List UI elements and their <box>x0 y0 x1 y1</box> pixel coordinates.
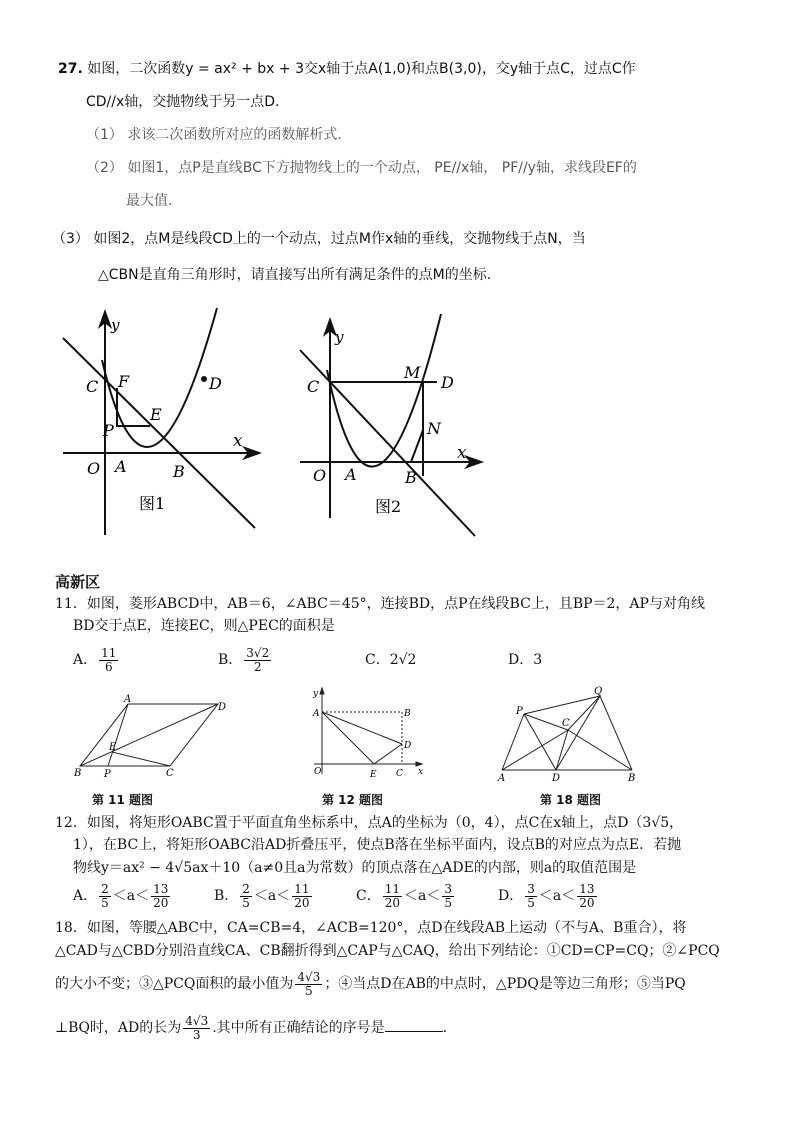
q12-option-c-num2: 3 <box>444 881 452 896</box>
figure-2 <box>295 318 495 528</box>
q12-option-c-num1: 11 <box>384 881 400 896</box>
fig18-segment-pd <box>524 714 556 770</box>
q27-line2: CD//x轴，交抛物线于另一点D. <box>86 94 280 110</box>
q12-option-b-num1: 2 <box>242 881 250 896</box>
fig1-label-e: E <box>150 405 162 424</box>
q12-option-d-mid: ＜a＜ <box>538 888 576 904</box>
q12-option-b-den2: 20 <box>294 895 310 910</box>
q27-part3b: △CBN是直角三角形时，请直接写出所有满足条件的点M的坐标. <box>98 267 492 283</box>
fig18-segment-ap <box>502 714 524 770</box>
fig11-label-a: A <box>124 694 132 705</box>
fig12-segment-de <box>374 744 402 764</box>
q12-option-a-den1: 5 <box>101 895 109 910</box>
fig2-label-d: D <box>441 373 454 392</box>
q27-part2b: 最大值. <box>126 193 173 209</box>
fig18-label-c: C <box>562 718 570 729</box>
q18-line3-end: ；④当点D在AB的中点时，△PDQ是等边三角形；⑤当PQ <box>324 976 686 992</box>
q12-option-d <box>498 878 599 914</box>
fig1-label-f: F <box>118 372 130 391</box>
q18-line3-den: 5 <box>305 983 313 998</box>
q12-option-c-label: C． <box>356 888 381 904</box>
fig18-label-a: A <box>498 773 506 784</box>
q27-part1: （1） 求该二次函数所对应的函数解析式. <box>86 127 342 143</box>
fig18-label-d: D <box>552 773 561 784</box>
fig2-caption: 图2 <box>375 497 402 516</box>
q18-line3-num: 4√3 <box>297 969 321 984</box>
q27-stem: 如图，二次函数y = ax² + bx + 3交x轴于点A(1,0)和点B(3,0)，交y轴于点C，过点C作 <box>87 61 636 77</box>
q12-option-b <box>214 878 314 914</box>
q18-line4-num: 4√3 <box>185 1013 209 1028</box>
q11-option-b-label: B． <box>218 652 243 668</box>
q18-line2: △CAD与△CBD分别沿直线CA、CB翻折得到△CAP与△CAQ，给出下列结论：①CD=CP=CQ；②∠PCQ <box>55 943 720 959</box>
fig1-label-y: y <box>111 316 120 334</box>
q12-option-a-num1: 2 <box>101 881 109 896</box>
fig11-label-e: E <box>109 742 117 753</box>
q18-line4-end: .其中所有正确结论的序号是 <box>212 1020 385 1036</box>
q11-option-d: D．3 <box>508 652 543 668</box>
fig2-label-m: M <box>404 363 421 382</box>
q11-option-a-den: 6 <box>104 659 113 674</box>
q11-option-c: C．2√2 <box>365 652 417 668</box>
fig11-caption: 第 11 题图 <box>92 793 154 807</box>
fig11-label-c: C <box>166 768 174 779</box>
fig12-segment-ae <box>322 712 374 764</box>
q27-line1 <box>58 59 636 79</box>
q18-line1: 18．如图，等腰△ABC中，CA=CB=4，∠ACB=120°，点D在线段AB上运动（不与A、B重合），将 <box>55 920 687 936</box>
fig1-label-d: D <box>209 374 222 393</box>
q12-option-b-mid: ＜a＜ <box>253 888 291 904</box>
fig11-segment-ap <box>108 704 128 766</box>
q18-line4-den: 3 <box>192 1027 201 1042</box>
fig11-segment-ec <box>112 752 170 766</box>
q11-option-a-label: A． <box>73 652 98 668</box>
q12-line1: 12．如图，将矩形OABC置于平面直角坐标系中，点A的坐标为（0，4），点C在x轴上，点D（3√5， <box>55 815 684 831</box>
q27-part3a: （3） 如图2，点M是线段CD上的一个动点，过点M作x轴的垂线，交抛物线于点N，当 <box>52 231 586 247</box>
fig18-label-q: Q <box>594 686 603 697</box>
q11-option-a <box>73 643 120 677</box>
q18-answer-blank[interactable] <box>385 1019 443 1032</box>
fig2-label-y: y <box>335 328 344 346</box>
figure-q18 <box>494 684 644 784</box>
fig12-label-x: x <box>418 767 424 777</box>
fig18-segment-cb <box>568 730 632 770</box>
fig18-caption: 第 18 题图 <box>540 793 602 807</box>
fig11-label-d: D <box>218 702 227 713</box>
q12-option-b-label: B． <box>214 888 239 904</box>
q11-option-b-den: 2 <box>253 659 262 674</box>
q12-line3: 物线y＝ax² − 4√5ax＋10（a≠0且a为常数）的顶点落在△ADE的内部，则a的取值范围是 <box>73 860 637 876</box>
fig1-label-a: A <box>115 457 127 476</box>
fig12-segment-ad <box>322 712 402 744</box>
q12-option-d-den1: 5 <box>527 895 535 910</box>
fig12-label-c: C <box>396 769 403 779</box>
fig18-label-b: B <box>628 773 636 784</box>
q12-option-b-den1: 5 <box>242 895 250 910</box>
q12-option-c-mid: ＜a＜ <box>404 888 441 904</box>
figure-q11 <box>72 694 232 786</box>
fig1-caption: 图1 <box>139 494 166 513</box>
fig1-point-d <box>201 376 207 382</box>
fig2-label-x: x <box>457 443 467 463</box>
fig1-label-x: x <box>233 431 243 451</box>
fig12-y-arrow <box>320 688 324 694</box>
q12-line2: 1），在BC上，将矩形OABC沿AD折叠压平，使点B落在坐标平面内，设点B的对应点为点E．若抛 <box>73 837 682 853</box>
q18-line3-start: 的大小不变；③△PCQ面积的最小值为 <box>55 976 294 992</box>
fig12-label-o: O <box>314 767 322 777</box>
fig18-segment-pq <box>524 696 600 714</box>
q11-option-a-num: 11 <box>101 645 117 660</box>
q12-option-a-num2: 13 <box>153 881 169 896</box>
q11-option-b-num: 3√2 <box>246 645 270 660</box>
fig18-segment-cq <box>568 696 600 730</box>
fig2-label-o: O <box>313 466 327 485</box>
fig1-label-c: C <box>86 377 99 396</box>
q12-option-a <box>73 878 172 914</box>
q12-option-c-den2: 5 <box>444 895 452 910</box>
district-heading: 高新区 <box>55 573 101 591</box>
figure-1 <box>55 310 265 540</box>
fig11-diagonal-bd <box>80 704 218 766</box>
q12-option-c-den1: 20 <box>384 895 400 910</box>
q12-option-d-label: D． <box>498 888 524 904</box>
fig2-segment-bn <box>411 430 423 462</box>
q12-option-d-num2: 13 <box>579 881 595 896</box>
q12-option-c <box>356 878 456 914</box>
fig1-label-p: P <box>103 421 114 440</box>
figure-q12 <box>310 686 430 782</box>
q11-line1: 11．如图，菱形ABCD中，AB＝6，∠ABC＝45°，连接BD，点P在线段BC上，且BP＝2，AP与对角线 <box>55 596 705 612</box>
q12-option-a-label: A． <box>73 888 98 904</box>
fig18-segment-qb <box>600 696 632 770</box>
fig11-label-b: B <box>74 768 82 779</box>
fig12-label-e: E <box>370 770 377 780</box>
q18-line3 <box>55 966 686 1002</box>
fig12-label-d: D <box>404 741 412 751</box>
q27-number: 27. <box>58 61 83 77</box>
fig2-label-a: A <box>345 465 357 484</box>
q27-part2a: （2） 如图1，点P是直线BC下方抛物线上的一个动点， PE//x轴， PF//y轴，求线段EF的 <box>86 160 637 176</box>
q11-option-b <box>218 643 273 677</box>
fig12-label-a: A <box>313 709 320 719</box>
fig2-label-b: B <box>405 468 417 487</box>
q18-line4: ⊥BQ时，AD的长为 $\frac{4√3}{3}$ .其中所有正确结论的序号是 . <box>55 1013 448 1042</box>
fig12-caption: 第 12 题图 <box>322 793 384 807</box>
q12-option-a-den2: 20 <box>153 895 169 910</box>
fig2-label-n: N <box>427 419 441 438</box>
q12-option-b-num2: 11 <box>294 881 310 896</box>
q11-line2: BD交于点E，连接EC，则△PEC的面积是 <box>73 618 335 634</box>
fig2-label-c: C <box>307 377 320 396</box>
q12-option-a-mid: ＜a＜ <box>112 888 150 904</box>
q12-option-d-den2: 20 <box>579 895 595 910</box>
fig12-label-b: B <box>404 709 411 719</box>
q18-line4-start: ⊥BQ时，AD的长为 <box>55 1020 182 1036</box>
fig1-label-o: O <box>87 459 101 478</box>
fig12-label-y: y <box>313 689 319 699</box>
fig18-label-p: P <box>516 706 523 717</box>
fig12-x-arrow <box>416 762 422 766</box>
q12-option-d-num1: 3 <box>527 881 535 896</box>
fig1-label-b: B <box>173 462 185 481</box>
fig11-label-p: P <box>104 769 111 780</box>
